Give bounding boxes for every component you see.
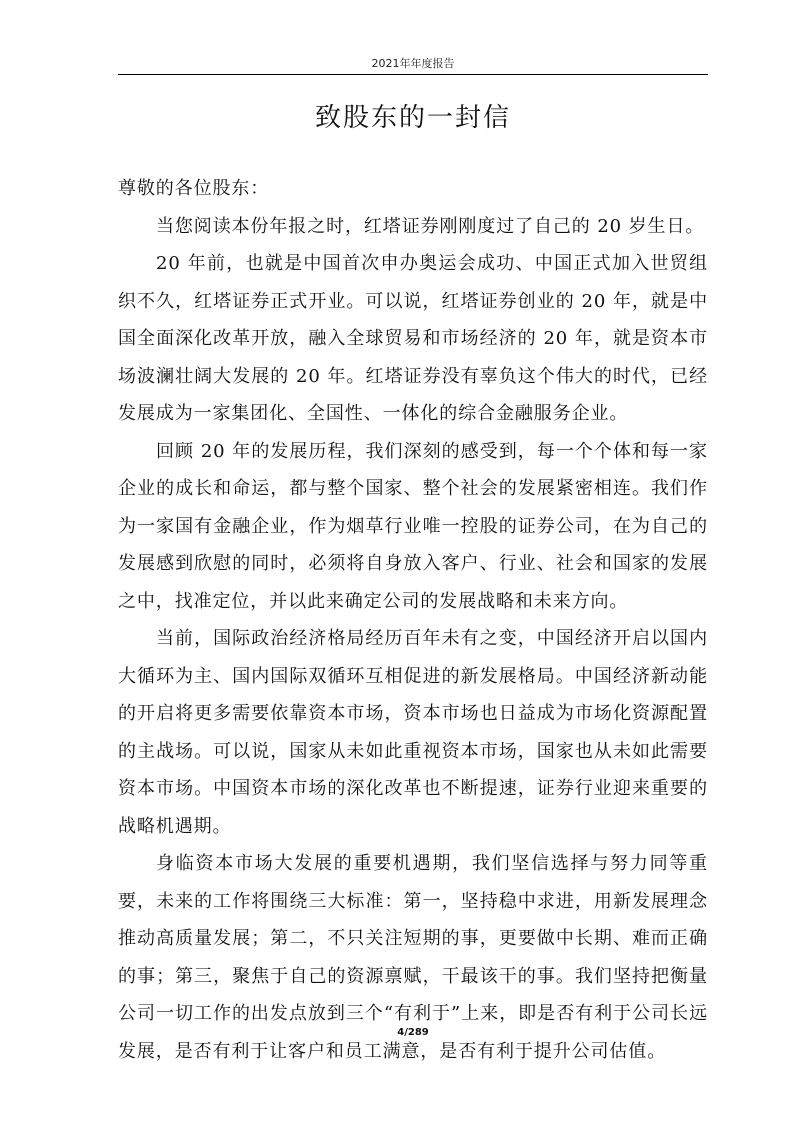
paragraph-2: 20 年前，也就是中国首次申办奥运会成功、中国正式加入世贸组织不久，红塔证券正式开业。可以说，红塔证券创业的 20 年，就是中国全面深化改革开放，融入全球贸易和市场经济的 20 年，就是资本市场波澜壮阔大发展的 20 年。红塔证券没有辜负这个伟大的时代，已经发展成为一家集团化、全国性、一体化的综合金融服务企业。 [118,253,708,424]
paragraph-3: 回顾 20 年的发展历程，我们深刻的感受到，每一个个体和每一家企业的成长和命运，都与整个国家、整个社会的发展紧密相连。我们作为一家国有金融企业，作为烟草行业唯一控股的证券公司，在为自己的发展感到欣慰的同时，必须将自身放入客户、行业、社会和国家的发展之中，找准定位，并以此来确定公司的发展战略和未来方向。 [118,440,708,612]
paragraph-4: 当前，国际政治经济格局经历百年未有之变，中国经济开启以国内大循环为主、国内国际双循环互相促进的新发展格局。中国经济新动能的开启将更多需要依靠资本市场，资本市场也日益成为市场化资源配置的主战场。可以说，国家从未如此重视资本市场，国家也从未如此需要资本市场。中国资本市场的深化改革也不断提速，证券行业迎来重要的战略机遇期。 [118,628,708,837]
header-divider [118,74,708,75]
salutation: 尊敬的各位股东： [118,178,270,199]
page-number: 4/289 [397,1027,429,1038]
letter-title: 致股东的一封信 [314,103,511,133]
running-header: 2021年年度报告 [371,57,455,70]
paragraph-1: 当您阅读本份年报之时，红塔证券刚刚度过了自己的 20 岁生日。 [156,215,705,237]
paragraph-5: 身临资本市场大发展的重要机遇期，我们坚信选择与努力同等重要，未来的工作将围绕三大标准：第一，坚持稳中求进，用新发展理念推动高质量发展；第二，不只关注短期的事，更要做中长期、难而正确的事；第三，聚焦于自己的资源禀赋，干最该干的事。我们坚持把衡量公司一切工作的出发点放到三个“有利于”上来，即是否有利于公司长远发展，是否有利于让客户和员工满意，是否有利于提升公司估值。 [118,853,708,1062]
letter-body [118,170,708,1070]
